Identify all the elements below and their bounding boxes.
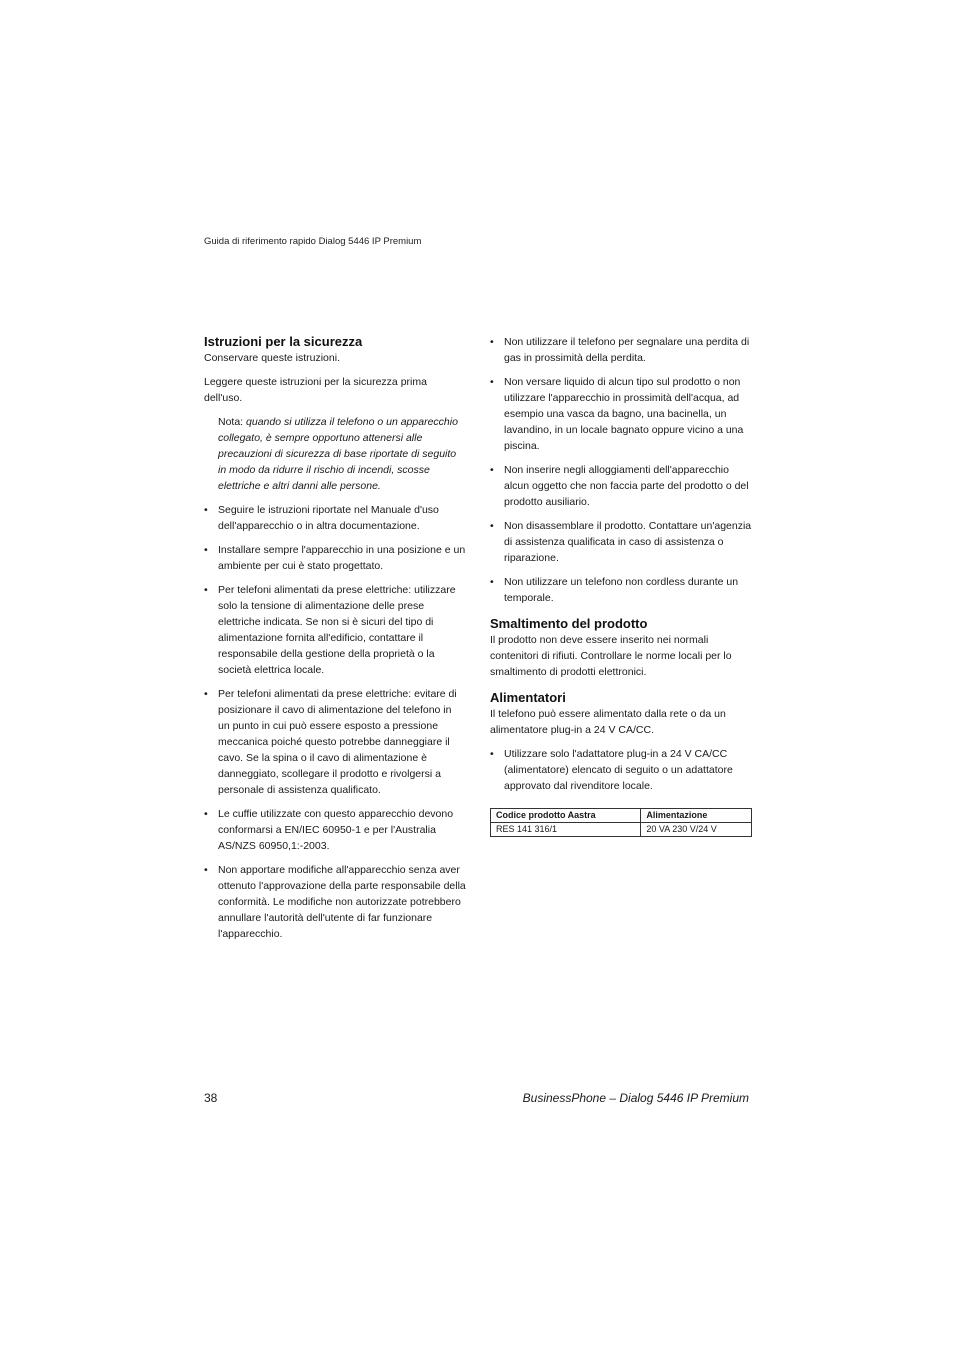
safety-heading: Istruzioni per la sicurezza [204, 334, 363, 349]
safety-note [218, 414, 466, 494]
power-supply-table [490, 808, 752, 837]
note-text: quando si utilizza il telefono o un apparecchio collegato, è sempre opportuno attenersi alle precauzioni di sicurezza di base riportate di seguito in modo da ridurre il rischio di incendi, scosse elettriche e altri danni alle persone. [218, 416, 458, 492]
list-item: • Installare sempre l'apparecchio in una posizione e un ambiente per cui è stato progettato. [204, 542, 466, 574]
list-item: • Le cuffie utilizzate con questo apparecchio devono conformarsi a EN/IEC 60950-1 e per l'Australia AS/NZS 60950,1:-2003. [204, 806, 466, 854]
list-item: • Non utilizzare il telefono per segnalare una perdita di gas in prossimità della perdita. [490, 334, 752, 366]
running-header: Guida di riferimento rapido Dialog 5446 IP Premium [204, 236, 422, 247]
disposal-text: Il prodotto non deve essere inserito nei normali contenitori di rifiuti. Controllare le norme locali per lo smaltimento di prodotti elettronici. [490, 634, 732, 678]
safety-list-left [204, 502, 466, 942]
footer-title: BusinessPhone – Dialog 5446 IP Premium [522, 1091, 749, 1105]
table-header-row [491, 809, 752, 823]
list-item: • Non utilizzare un telefono non cordless durante un temporale. [490, 574, 752, 606]
note-label: Nota: [218, 416, 244, 428]
table-cell: RES 141 316/1 [491, 823, 641, 837]
safety-list-right [490, 334, 752, 606]
power-section [490, 690, 752, 837]
table-header-cell: Alimentazione [641, 809, 752, 823]
list-item: • Non versare liquido di alcun tipo sul prodotto o non utilizzare l'apparecchio in prossimità dell'acqua, ad esempio una vasca da bagno, una bacinella, un lavandino, in un locale bagnato oppure vicino a una piscina. [490, 374, 752, 454]
intro-text-2: Leggere queste istruzioni per la sicurezza prima dell'uso. [204, 376, 427, 404]
power-list [490, 746, 752, 794]
list-item: • Per telefoni alimentati da prese elettriche: evitare di posizionare il cavo di alimentazione del telefono in un punto in cui può essere esposto a pressione meccanica poiché questo potrebbe danneggiare il cavo. Se la spina o il cavo di alimentazione è danneggiato, scollegare il prodotto e rivolgersi a personale di assistenza qualificato. [204, 686, 466, 798]
list-item: • Non disassemblare il prodotto. Contattare un'agenzia di assistenza qualificata in caso di assistenza o riparazione. [490, 518, 752, 566]
power-text: Il telefono può essere alimentato dalla rete o da un alimentatore plug-in a 24 V CA/CC. [490, 708, 726, 736]
disposal-section [490, 616, 752, 680]
list-item: • Utilizzare solo l'adattatore plug-in a 24 V CA/CC (alimentatore) elencato di seguito o un adattatore approvato dal rivenditore locale. [490, 746, 752, 794]
disposal-heading: Smaltimento del prodotto [490, 616, 648, 631]
table-header-cell: Codice prodotto Aastra [491, 809, 641, 823]
page-number: 38 [204, 1091, 218, 1105]
power-heading: Alimentatori [490, 690, 566, 705]
list-item: • Non inserire negli alloggiamenti dell'apparecchio alcun oggetto che non faccia parte del prodotto o del prodotto ausiliario. [490, 462, 752, 510]
table-row [491, 823, 752, 837]
list-item: • Per telefoni alimentati da prese elettriche: utilizzare solo la tensione di alimentazione delle prese elettriche indicata. Se non si è sicuri del tipo di alimentazione fornita all'edificio, contattare il responsabile della gestione della proprietà o la società elettrica locale. [204, 582, 466, 678]
list-item: • Seguire le istruzioni riportate nel Manuale d'uso dell'apparecchio o in altra documentazione. [204, 502, 466, 534]
right-column [490, 334, 752, 837]
list-item: • Non apportare modifiche all'apparecchio senza aver ottenuto l'approvazione della parte responsabile della conformità. Le modifiche non autorizzate potrebbero annullare l'autorità dell'utente di far funzionare l'apparecchio. [204, 862, 466, 942]
intro-text-1: Conservare queste istruzioni. [204, 352, 340, 364]
table-cell: 20 VA 230 V/24 V [641, 823, 752, 837]
left-column [204, 334, 466, 950]
